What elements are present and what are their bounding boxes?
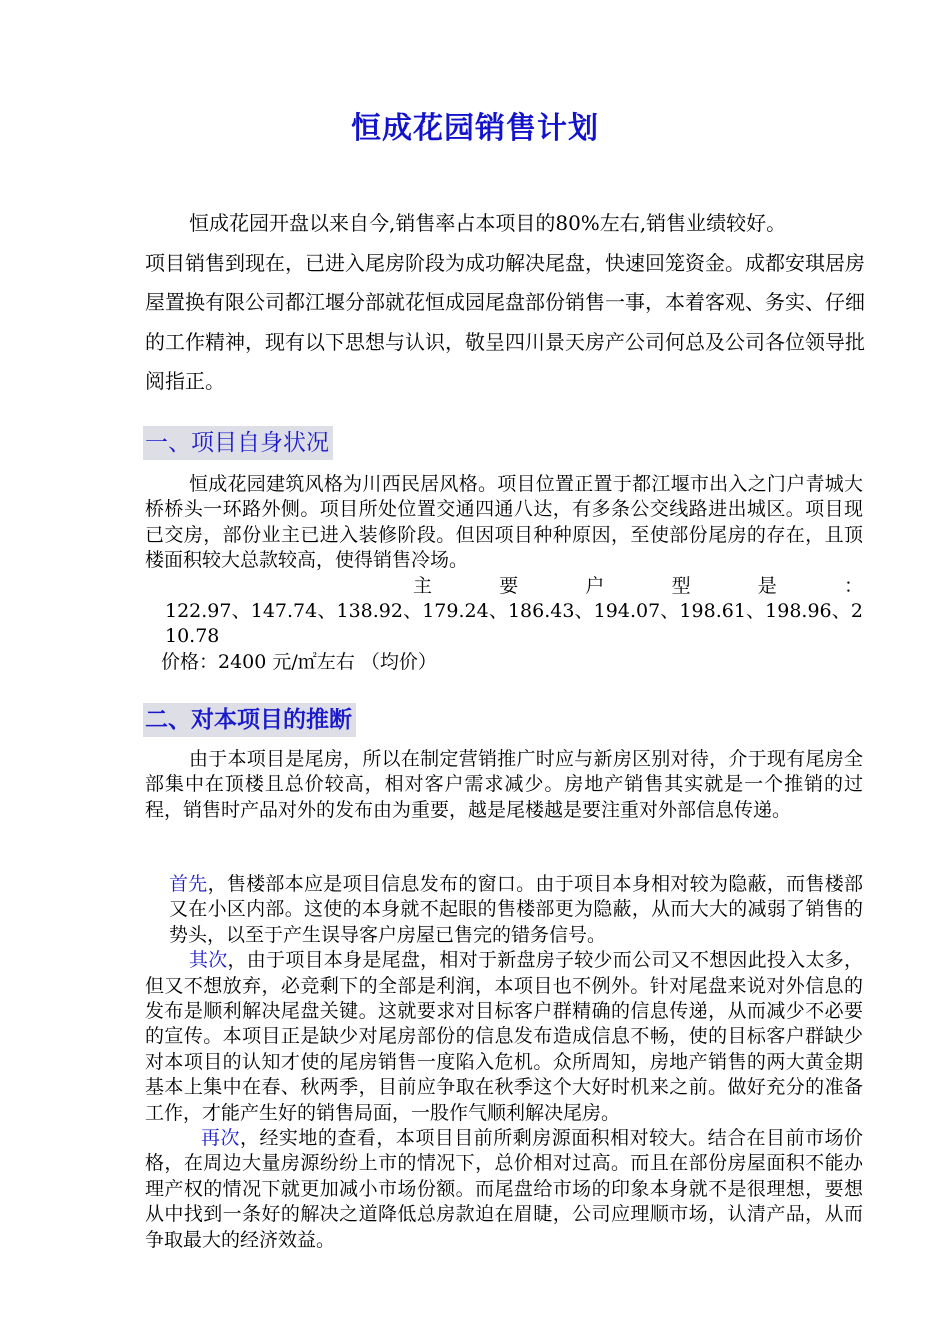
intro-rest: 项目销售到现在，已进入尾房阶段为成功解决尾盘，快速回笼资金。成都安琪居房屋置换有限公司都江堰分部就花恒成园尾盘部份销售一事，本着客观、务实、仔细的工作精神，现有以下思想与认识，敬呈四川景天房产公司何总及公司各位领导批阅指正。	[145, 250, 865, 393]
section-inference-intro	[145, 747, 863, 823]
intro-paragraph	[145, 204, 865, 402]
point-third-text: ，经实地的查看，本项目目前所剩房源面积相对较大。结合在目前市场价格，在周边大量房源纷纷上市的情况下，总价相对过高。而且在部份房屋面积不能办理产权的情况下就更加减小市场份额。而尾盘给市场的印象本身就不是很理想，要想从中找到一条好的解决之道降低总房款迫在眉睫，公司应理顺市场，认清产品，从而争取最大的经济效益。	[145, 1127, 863, 1251]
section-inference-points	[145, 872, 863, 1253]
unit-types-label-char: 是	[757, 574, 777, 597]
unit-types-label-char: 户	[585, 574, 605, 597]
price-line: 价格：2400 元/㎡左右 （均价）	[161, 650, 437, 673]
unit-types-values: 122.97、147.74、138.92、179.24、186.43、194.07、198.61、198.96、210.78	[165, 600, 863, 648]
point-first-text: ，售楼部本应是项目信息发布的窗口。由于项目本身相对较为隐蔽，而售楼部又在小区内部。这使的本身就不起眼的售楼部更为隐蔽，从而大大的减弱了销售的势头，以至于产生误导客户房屋已售完的错务信号。	[169, 873, 863, 946]
keyword-first: 首先	[169, 873, 208, 895]
unit-types-label-char: 型	[671, 574, 691, 597]
document-title: 恒成花园销售计划	[351, 111, 599, 146]
unit-types-label-char: 要	[499, 574, 519, 597]
section-heading-project-status: 一、项目自身状况	[143, 426, 333, 460]
point-second-text: ，由于项目本身是尾盘，相对于新盘房子较少而公司又不想因此投入太多，但又不想放弃，必竞剩下的全部是利润，本项目也不例外。针对尾盘来说对外信息的发布是顺利解决尾盘关键。这就要求对目标客户群精确的信息传递，从而减少不必要的宣传。本项目正是缺少对尾房部份的信息发布造成信息不畅，使的目标客户群缺少对本项目的认知才使的尾房销售一度陷入危机。众所周知，房地产销售的两大黄金期基本上集中在春、秋两季，目前应争取在秋季这个大好时机来之前。做好充分的准备工作，才能产生好的销售局面，一股作气顺利解决尾房。	[145, 949, 863, 1124]
point-second	[145, 948, 863, 1126]
project-status-paragraph: 恒成花园建筑风格为川西民居风格。项目位置正置于都江堰市出入之门户青城大桥桥头一环路外侧。项目所处位置交通四通八达，有多条公交线路进出城区。项目现已交房，部份业主已进入装修阶段。但因项目种种原因，至使部份尾房的存在，且顶楼面积较大总款较高，使得销售冷场。	[145, 473, 863, 572]
section-heading-inference: 二、对本项目的推断	[143, 703, 356, 737]
unit-types-label-char: 主	[413, 574, 433, 597]
intro-line-1: 恒成花园开盘以来自今,销售率占本项目的80%左右,销售业绩较好。	[189, 211, 787, 235]
point-first	[145, 872, 863, 948]
point-third	[145, 1126, 863, 1253]
keyword-second: 其次	[189, 949, 228, 972]
unit-types-label	[145, 574, 863, 599]
unit-types-label-char: ：	[843, 574, 863, 597]
inference-paragraph: 由于本项目是尾房，所以在制定营销推广时应与新房区别对待，介于现有尾房全部集中在顶楼且总价较高，相对客户需求减少。房地产销售其实就是一个推销的过程，销售时产品对外的发布由为重要，越是尾楼越是要注重对外部信息传递。	[145, 748, 863, 821]
keyword-third: 再次	[201, 1127, 240, 1150]
section-project-status	[145, 472, 863, 675]
